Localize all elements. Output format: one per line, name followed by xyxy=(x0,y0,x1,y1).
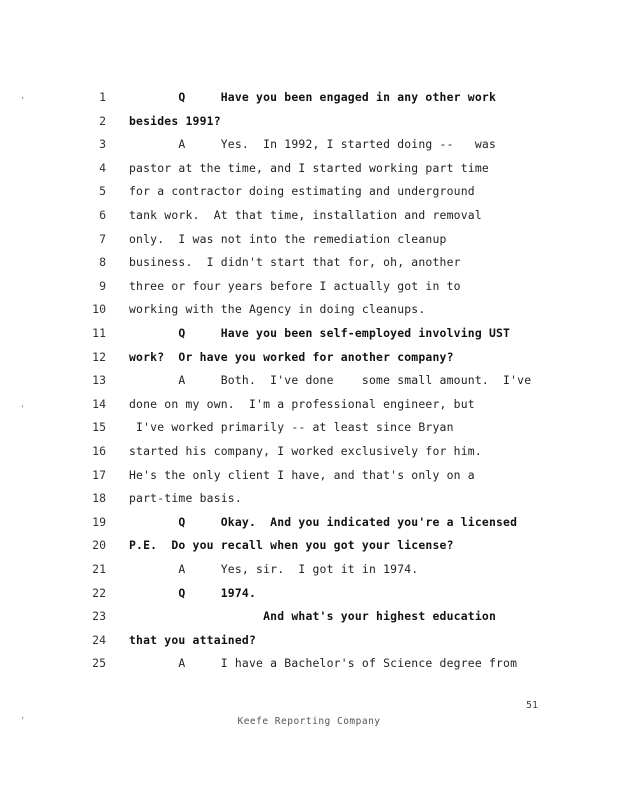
line-text: A Both. I've done some small amount. I've xyxy=(129,373,532,388)
line-number: 5 xyxy=(99,184,106,199)
transcript-line xyxy=(0,279,618,301)
transcript-line xyxy=(0,373,618,395)
transcript-line xyxy=(0,420,618,442)
line-number: 10 xyxy=(92,302,106,317)
transcript-line xyxy=(0,326,618,348)
line-text: only. I was not into the remediation cleanup xyxy=(129,231,447,246)
transcript-line xyxy=(0,350,618,372)
transcript-line xyxy=(0,562,618,584)
transcript-line xyxy=(0,397,618,419)
line-text: A I have a Bachelor's of Science degree from xyxy=(129,656,518,671)
transcript-line xyxy=(0,161,618,183)
line-number: 6 xyxy=(99,208,106,222)
transcript-line xyxy=(0,656,618,678)
transcript-line xyxy=(0,232,618,254)
line-number: 22 xyxy=(92,585,106,600)
line-text: Q 1974. xyxy=(129,585,257,600)
transcript-line xyxy=(0,586,618,608)
line-text: business. I didn't start that for, oh, another xyxy=(129,255,461,270)
line-number: 17 xyxy=(92,467,106,482)
line-text: for a contractor doing estimating and underground xyxy=(129,184,475,199)
transcript-line xyxy=(0,90,618,112)
line-text: pastor at the time, and I started working part time xyxy=(129,160,489,175)
line-number: 23 xyxy=(92,609,106,624)
line-text: Q Have you been engaged in any other work xyxy=(129,90,497,104)
line-number: 18 xyxy=(92,491,106,506)
line-text: He's the only client I have, and that's only on a xyxy=(129,467,475,482)
transcript-line xyxy=(0,491,618,513)
line-text: working with the Agency in doing cleanups. xyxy=(129,302,426,317)
transcript-line xyxy=(0,114,618,136)
line-number: 25 xyxy=(92,656,106,671)
transcript-line xyxy=(0,515,618,537)
line-text: started his company, I worked exclusively for him. xyxy=(129,444,482,458)
line-text: A Yes, sir. I got it in 1974. xyxy=(129,562,419,576)
line-text: I've worked primarily -- at least since Bryan xyxy=(129,420,454,435)
line-text: And what's your highest education xyxy=(129,609,497,624)
line-text: that you attained? xyxy=(129,632,257,647)
footer-reporting-company: Keefe Reporting Company xyxy=(237,716,381,727)
transcript-line xyxy=(0,302,618,324)
line-number: 1 xyxy=(99,90,106,104)
transcript-line xyxy=(0,444,618,466)
transcript-line xyxy=(0,137,618,159)
line-text: work? Or have you worked for another company? xyxy=(129,349,454,364)
line-number: 20 xyxy=(92,538,106,553)
transcript-line xyxy=(0,538,618,560)
margin-mark: ’ xyxy=(20,96,25,105)
margin-mark: ’ xyxy=(20,716,25,725)
transcript-line xyxy=(0,468,618,490)
page-number: 51 xyxy=(525,700,538,711)
line-text: done on my own. I'm a professional engineer, but xyxy=(129,396,475,411)
line-number: 11 xyxy=(92,326,106,340)
line-number: 14 xyxy=(92,396,106,411)
line-number: 4 xyxy=(99,160,106,175)
line-text: part-time basis. xyxy=(129,491,242,506)
line-number: 21 xyxy=(92,562,106,576)
transcript-line xyxy=(0,633,618,655)
line-text: besides 1991? xyxy=(129,113,221,128)
line-text: Q Okay. And you indicated you're a licensed xyxy=(129,514,518,529)
line-number: 19 xyxy=(92,514,106,529)
line-text: A Yes. In 1992, I started doing -- was xyxy=(129,137,497,152)
line-number: 16 xyxy=(92,444,106,458)
line-number: 12 xyxy=(92,349,106,364)
line-text: tank work. At that time, installation and removal xyxy=(129,208,482,222)
line-number: 2 xyxy=(99,113,106,128)
line-number: 24 xyxy=(92,632,106,647)
line-number: 15 xyxy=(92,420,106,435)
line-number: 7 xyxy=(99,231,106,246)
transcript-line xyxy=(0,184,618,206)
line-number: 8 xyxy=(99,255,106,270)
line-text: Q Have you been self-employed involving UST xyxy=(129,326,511,340)
line-number: 3 xyxy=(99,137,106,152)
line-text: three or four years before I actually got in to xyxy=(129,278,461,293)
line-number: 13 xyxy=(92,373,106,388)
margin-mark: ‘ xyxy=(20,404,25,413)
transcript-line xyxy=(0,609,618,631)
line-number: 9 xyxy=(99,278,106,293)
line-text: P.E. Do you recall when you got your license? xyxy=(129,538,454,553)
transcript-line xyxy=(0,208,618,230)
transcript-line xyxy=(0,255,618,277)
